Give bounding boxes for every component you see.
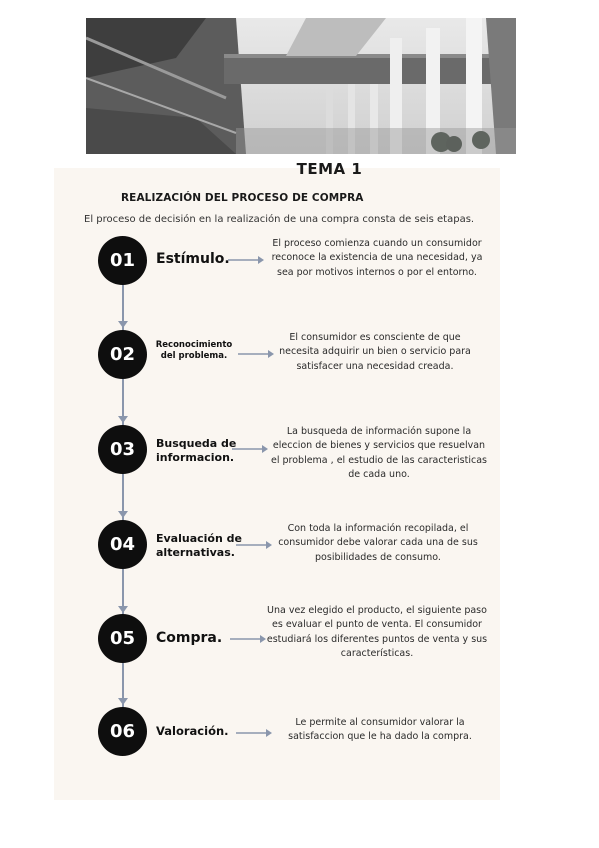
step-5-number: 05	[98, 614, 147, 663]
arrow-right-icon	[232, 444, 268, 454]
step-2-description: El consumidor es consciente de que necesita adquirir un bien o servicio para satisfacer una necesidad creada.	[279, 332, 471, 372]
step-1-label: Estímulo.	[156, 251, 230, 267]
step-6-description: Le permite al consumidor valorar la satisfaccion que le ha dado la compra.	[288, 717, 472, 743]
step-4-number: 04	[98, 520, 147, 569]
arrow-right-icon	[236, 728, 272, 738]
step-5-description: Una vez elegido el producto, el siguiente paso es evaluar el punto de venta. El consumidor estudiará los diferentes puntos de venta y sus características.	[266, 605, 488, 659]
arrow-down-icon	[118, 321, 128, 328]
arrow-down-icon	[118, 698, 128, 705]
step-4-label: Evaluación de alternativas.	[156, 532, 242, 559]
step-3-number: 03	[98, 425, 147, 474]
tema-title: TEMA 1	[296, 160, 363, 178]
step-6-number: 06	[98, 707, 147, 756]
step-4-description: Con toda la información recopilada, el consumidor debe valorar cada una de sus posibilidades de consumo.	[278, 523, 478, 563]
arrow-right-icon	[230, 634, 266, 644]
step-2-number: 02	[98, 330, 147, 379]
step-3-description: La busqueda de información supone la eleccion de bienes y servicios que resuelvan el problema , el estudio de las caracteristicas de cada uno.	[271, 426, 487, 480]
arrow-right-icon	[236, 540, 272, 550]
step-1-description: El proceso comienza cuando un consumidor reconoce la existencia de una necesidad, ya sea por motivos internos o por el entorno.	[271, 238, 483, 278]
step-2-label: Reconocimiento del problema.	[155, 340, 233, 361]
page-subtitle: REALIZACIÓN DEL PROCESO DE COMPRA	[121, 192, 364, 204]
step-5-label: Compra.	[156, 630, 223, 646]
arrow-down-icon	[118, 511, 128, 518]
arrow-down-icon	[118, 416, 128, 423]
intro-text: El proceso de decisión en la realización de una compra consta de seis etapas.	[84, 214, 475, 225]
step-1-number: 01	[98, 236, 147, 285]
arrow-right-icon	[228, 255, 264, 265]
step-6-label: Valoración.	[156, 724, 229, 738]
step-3-label: Busqueda de informacion.	[156, 437, 237, 464]
arrow-right-icon	[238, 349, 274, 359]
header-photo	[86, 18, 516, 154]
arrow-down-icon	[118, 606, 128, 613]
